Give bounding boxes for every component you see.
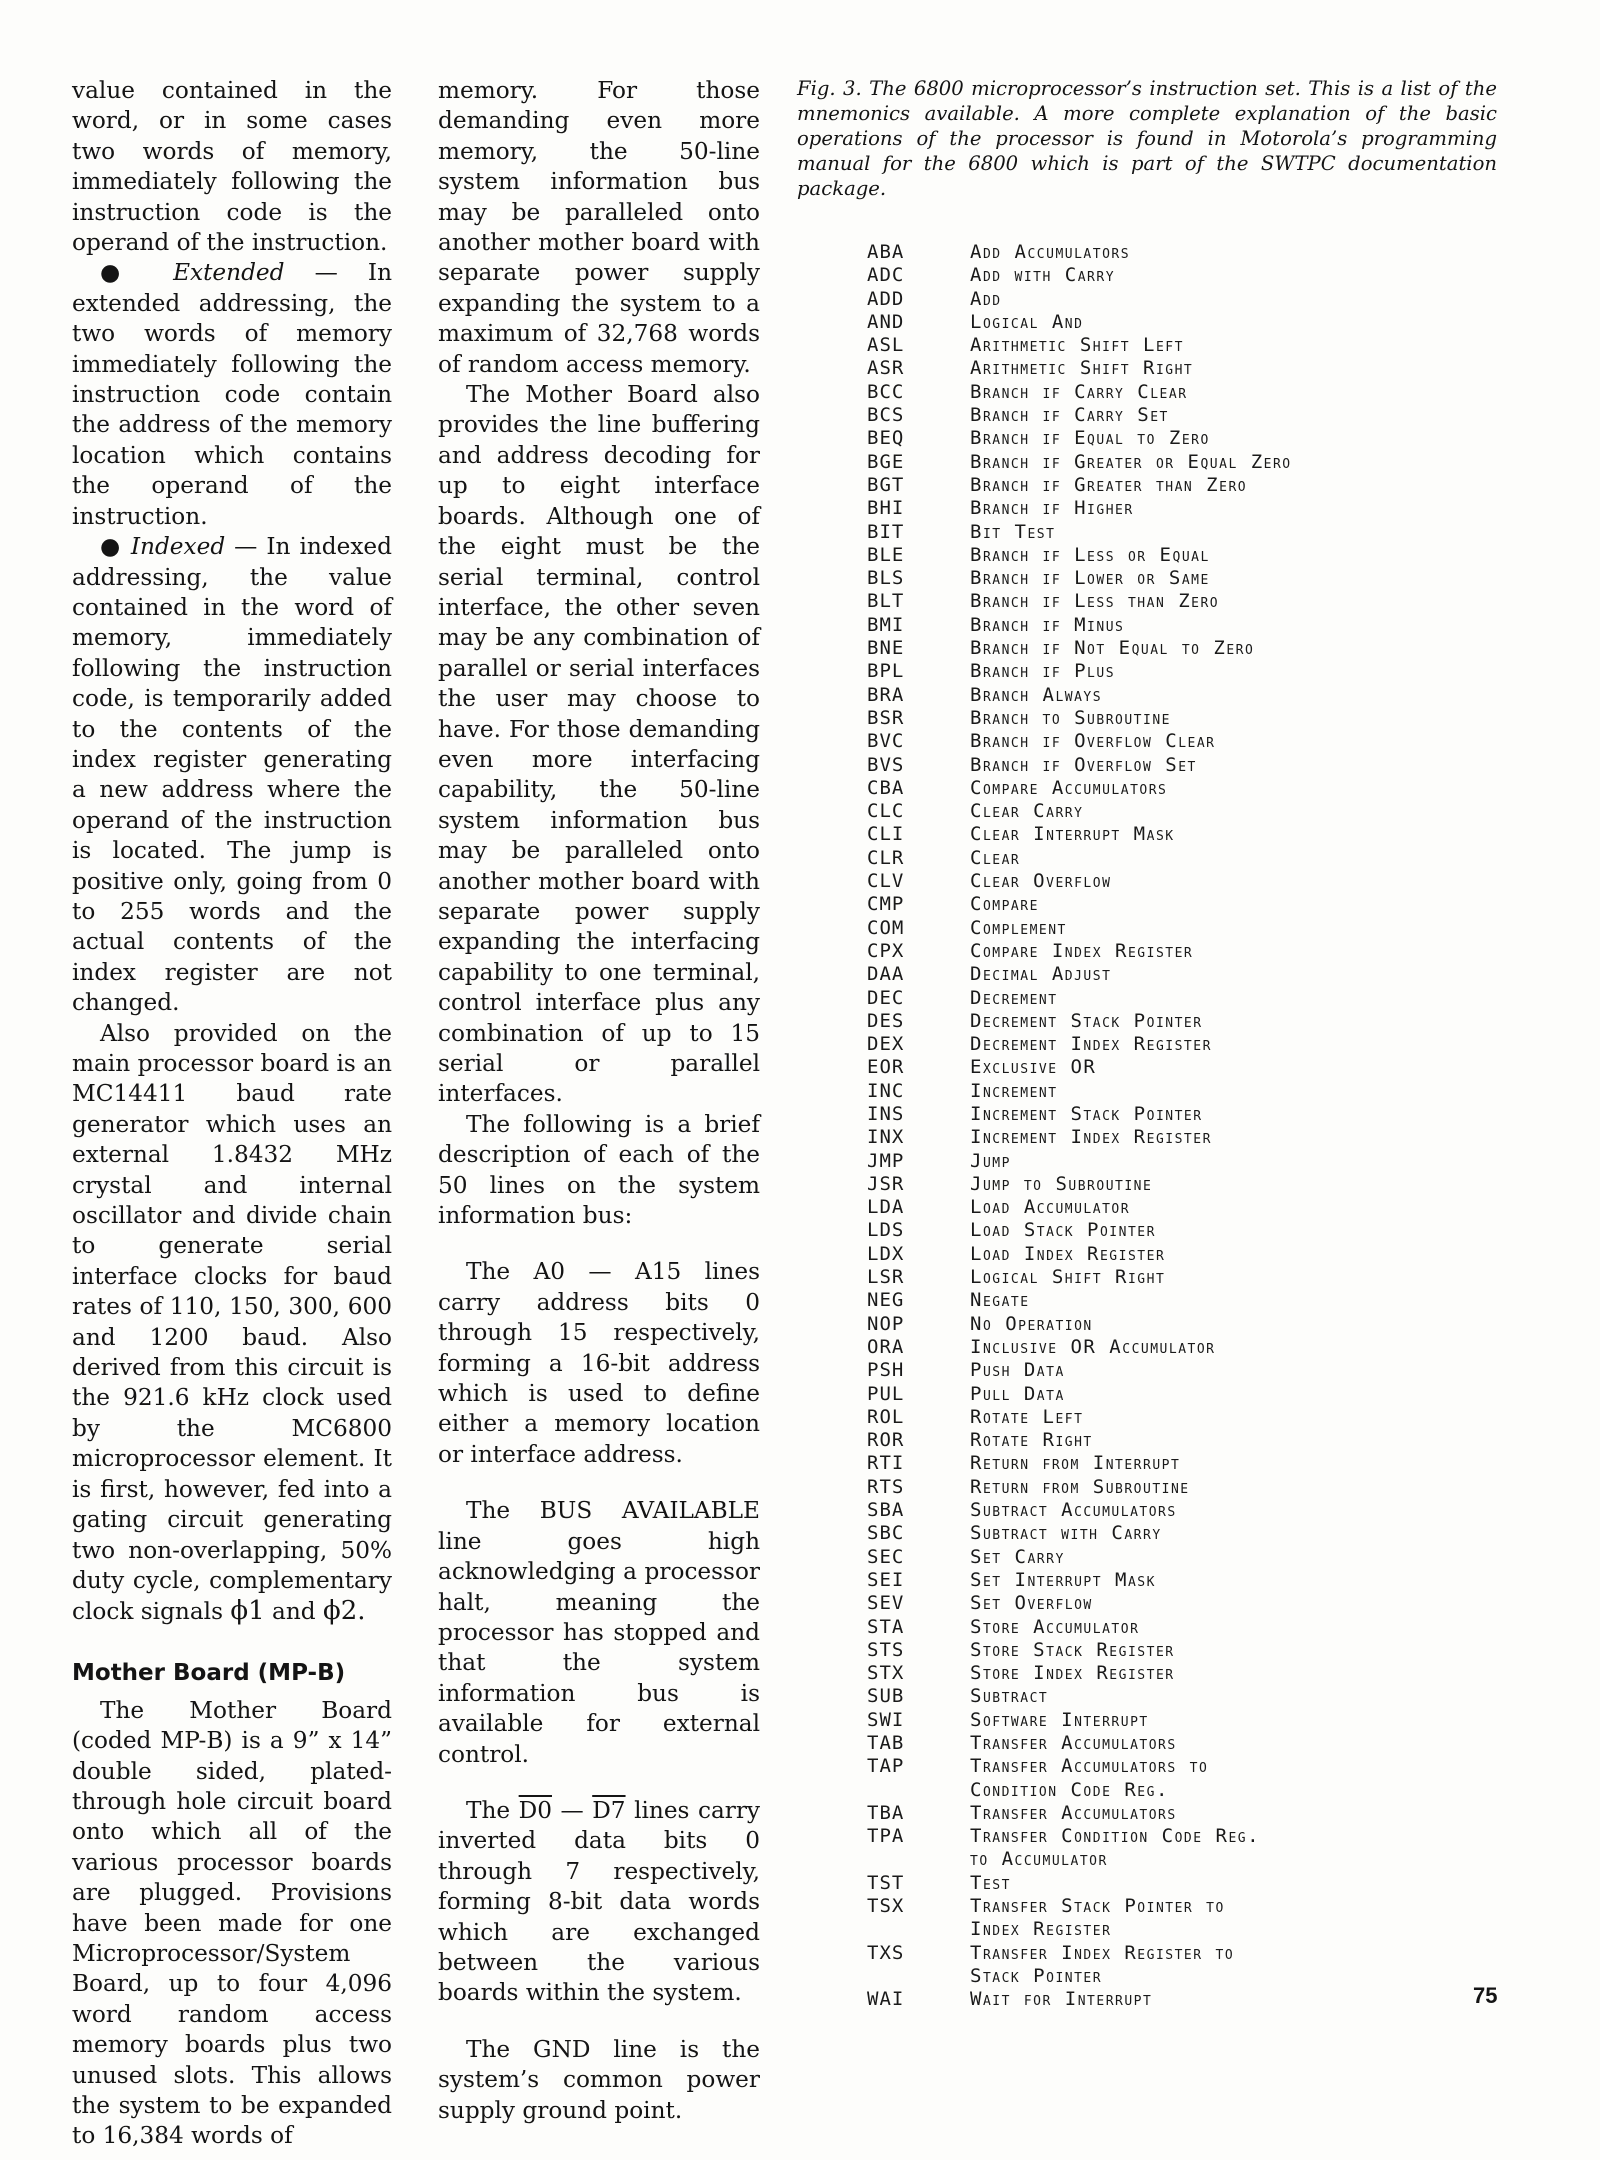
instruction-description: Branch if Less than Zero [970,590,1220,613]
instruction-mnemonic: BLT [867,590,905,613]
instruction-mnemonic: LSR [867,1266,905,1289]
instruction-description: Store Index Register [970,1662,1175,1685]
instruction-row [867,1499,1497,1522]
instruction-description: Test [970,1871,1011,1894]
instruction-mnemonic: ROR [867,1429,905,1452]
instruction-mnemonic: ADC [867,264,905,287]
instruction-description: Arithmetic Shift Left [970,334,1184,357]
instruction-row [867,940,1497,963]
instruction-mnemonic: DEC [867,986,905,1009]
instruction-row [867,1383,1497,1406]
instruction-row [867,1150,1497,1173]
instruction-mnemonic: BRA [867,683,905,706]
instruction-row [867,451,1497,474]
instruction-row [867,1825,1497,1872]
instruction-mnemonic: WAI [867,1988,905,2011]
instruction-description: Branch if Carry Set [970,404,1169,427]
instruction-description: Clear [970,846,1021,869]
instruction-description: Compare Index Register [970,939,1194,962]
instruction-mnemonic: BIT [867,520,905,543]
instruction-row [867,847,1497,870]
instruction-row [867,637,1497,660]
d0-signal: D0 [518,1796,552,1824]
instruction-mnemonic: RTI [867,1452,905,1475]
instruction-mnemonic: SWI [867,1708,905,1731]
section-heading: Mother Board (MP-B) [72,1659,346,1686]
instruction-description: Transfer Index Register to Stack Pointer [970,1941,1235,1987]
instruction-row [867,1429,1497,1452]
instruction-mnemonic: SEI [867,1568,905,1591]
term-extended: Extended [173,259,285,287]
instruction-description: Set Carry [970,1545,1065,1568]
instruction-row [867,1243,1497,1266]
instruction-description: Transfer Stack Pointer to Index Register [970,1895,1225,1941]
instruction-description: No Operation [970,1312,1093,1335]
instruction-description: Load Index Register [970,1242,1166,1265]
instruction-row [867,1313,1497,1336]
instruction-description: Store Stack Register [970,1638,1175,1661]
instruction-row [867,497,1497,520]
extended-text: — In extended addressing, the two words of memory immediately following the instruction code contain the address of the memory location which contains the operand of the instruction. [72,259,393,530]
instruction-mnemonic: CLV [867,870,905,893]
instruction-row [867,614,1497,637]
instruction-description: Logical Shift Right [970,1266,1166,1289]
instruction-mnemonic: JSR [867,1172,905,1195]
instruction-row [867,311,1497,334]
instruction-mnemonic: BLS [867,567,905,590]
paragraph-data-lines [438,1796,760,2009]
instruction-description: Load Stack Pointer [970,1219,1156,1242]
instruction-mnemonic: TXS [867,1941,905,1964]
instruction-row [867,1266,1497,1289]
instruction-description: Branch if Overflow Set [970,753,1197,776]
instruction-row [867,1569,1497,1592]
instruction-row [867,1336,1497,1359]
instruction-row [867,1359,1497,1382]
instruction-description: Set Overflow [970,1592,1093,1615]
term-indexed: Indexed [130,533,226,561]
instruction-mnemonic: CPX [867,939,905,962]
instruction-mnemonic: NEG [867,1289,905,1312]
instruction-mnemonic: RTS [867,1475,905,1498]
instruction-mnemonic: ROL [867,1405,905,1428]
instruction-mnemonic: TST [867,1871,905,1894]
paragraph-baud-generator [72,1019,392,1628]
instruction-description: Branch if Equal to Zero [970,427,1210,450]
instruction-description: Inclusive OR Accumulator [970,1335,1216,1358]
instruction-mnemonic: BVC [867,730,905,753]
instruction-row [867,1685,1497,1708]
instruction-description: Branch if Overflow Clear [970,730,1216,753]
instruction-row [867,660,1497,683]
instruction-row [867,754,1497,777]
instruction-description: Clear Carry [970,800,1084,823]
instruction-description: Pull Data [970,1382,1065,1405]
instruction-mnemonic: BLE [867,543,905,566]
instruction-mnemonic: BCS [867,404,905,427]
instruction-description: Subtract [970,1685,1049,1708]
instruction-description: Branch if Greater or Equal Zero [970,450,1292,473]
instruction-row [867,730,1497,753]
instruction-description: Increment [970,1079,1058,1102]
instruction-row [867,521,1497,544]
instruction-row [867,893,1497,916]
instruction-mnemonic: TAB [867,1732,905,1754]
d7-signal: D7 [592,1796,626,1824]
instruction-mnemonic: BPL [867,660,905,683]
instruction-description: Clear Overflow [970,870,1112,893]
instruction-mnemonic: BCC [867,380,905,403]
instruction-mnemonic: CLR [867,846,905,869]
instruction-mnemonic: ASL [867,334,905,357]
instruction-row [867,264,1497,287]
instruction-row [867,1056,1497,1079]
instruction-row [867,1895,1497,1942]
data-lines-dash: — [560,1796,584,1824]
instruction-row [867,1662,1497,1685]
instruction-row [867,1010,1497,1033]
instruction-mnemonic: ADD [867,287,905,310]
instruction-description: Store Accumulator [970,1615,1140,1638]
instruction-list [867,241,1497,2012]
instruction-row [867,684,1497,707]
instruction-mnemonic: PSH [867,1359,905,1382]
instruction-mnemonic: BEQ [867,427,905,450]
instruction-row [867,963,1497,986]
instruction-row [867,1592,1497,1615]
instruction-description: Jump to Subroutine [970,1172,1153,1195]
instruction-mnemonic: AND [867,310,905,333]
instruction-mnemonic: TSX [867,1895,905,1918]
instruction-description: Return from Interrupt [970,1452,1181,1475]
instruction-row [867,1219,1497,1242]
instruction-description: Increment Stack Pointer [970,1102,1203,1125]
instruction-description: Jump [970,1149,1011,1172]
instruction-row [867,1988,1497,2011]
instruction-description: Decrement Stack Pointer [970,1009,1203,1032]
instruction-row [867,1103,1497,1126]
instruction-mnemonic: LDA [867,1196,905,1219]
instruction-row [867,1872,1497,1895]
instruction-description: Clear Interrupt Mask [970,823,1175,846]
instruction-row [867,567,1497,590]
instruction-description: Software Interrupt [970,1708,1149,1731]
paragraph-immediate-end: value contained in the word, or in some cases two words of memory, immediately following the instruction code is the operand of the instruction. [72,77,392,257]
instruction-row [867,404,1497,427]
instruction-description: Compare Accumulators [970,776,1168,799]
instruction-mnemonic: BVS [867,753,905,776]
instruction-description: Complement [970,916,1067,939]
instruction-mnemonic: EOR [867,1056,905,1079]
instruction-row [867,1452,1497,1475]
instruction-mnemonic: BGE [867,450,905,473]
instruction-description: Arithmetic Shift Right [970,357,1194,380]
instruction-description: Push Data [970,1359,1065,1382]
instruction-mnemonic: NOP [867,1312,905,1335]
instruction-mnemonic: JMP [867,1149,905,1172]
instruction-row [867,1522,1497,1545]
baud-text: Also provided on the main processor board is an MC14411 baud rate generator which uses an external 1.8432 MHz crystal and internal oscillator and divide chain to generate serial interface clocks for baud rates of 110, 150, 300, 600 and 1200 baud. Also derived from this circuit is the 921.6 kHz clock used by the MC6800 microprocessor element. It is first, however, fed into a gating circuit generating two non-overlapping, 50% duty cycle, complementary clock signals [72,1019,392,1626]
paragraph-extended: ● Extended — In extended addressing, the two words of memory immediately following the instruction code contain the address of the memory location which contains the operand of the instruction. [72,259,393,530]
instruction-description: Add [970,287,1002,310]
instruction-description: Branch if Lower or Same [970,567,1210,590]
instruction-mnemonic: STA [867,1615,905,1638]
instruction-description: Transfer Accumulators [970,1801,1177,1824]
instruction-description: Set Interrupt Mask [970,1568,1156,1591]
instruction-mnemonic: TBA [867,1801,905,1824]
instruction-row [867,800,1497,823]
instruction-mnemonic: CLC [867,800,905,823]
instruction-row [867,544,1497,567]
instruction-row [867,1616,1497,1639]
instruction-mnemonic: COM [867,916,905,939]
instruction-mnemonic: CLI [867,823,905,846]
instruction-mnemonic: ASR [867,357,905,380]
instruction-mnemonic: ABA [867,241,905,263]
instruction-mnemonic: INC [867,1079,905,1102]
instruction-description: Branch Always [970,683,1103,706]
instruction-description: Rotate Left [970,1405,1084,1428]
instruction-description: Bit Test [970,520,1056,543]
instruction-mnemonic: DES [867,1009,905,1032]
instruction-row [867,777,1497,800]
instruction-row [867,1033,1497,1056]
instruction-description: Branch if Minus [970,613,1125,636]
and-word: and [272,1598,316,1626]
instruction-row [867,590,1497,613]
instruction-row [867,1709,1497,1732]
instruction-mnemonic: PUL [867,1382,905,1405]
instruction-mnemonic: LDS [867,1219,905,1242]
instruction-row [867,1546,1497,1569]
instruction-mnemonic: DEX [867,1033,905,1056]
data-lines-pre: The [466,1796,511,1824]
instruction-mnemonic: TAP [867,1755,905,1778]
instruction-row [867,1080,1497,1103]
instruction-description: Branch if Carry Clear [970,380,1188,403]
instruction-row [867,1406,1497,1429]
instruction-row [867,707,1497,730]
instruction-mnemonic: ORA [867,1335,905,1358]
instruction-row [867,1639,1497,1662]
paragraph-buffering: The Mother Board also provides the line buffering and address decoding for up to eight interface boards. Although one of the eight must be the serial terminal, control interface, the other seven may be any combination of parallel or serial interfaces the user may choose to have. For those demanding even more interfacing capability, the 50-line system information bus may be paralleled onto another mother board with separate power supply expanding the interfacing capability to one terminal, control interface plus any combination of up to 15 serial or parallel interfaces. [438,381,760,1108]
paragraph-address-lines: The A0 — A15 lines carry address bits 0 through 15 respectively, forming a 16-bit address which is used to define either a memory location or interface address. [438,1258,760,1468]
figure-column [797,76,1497,2012]
instruction-description: Negate [970,1289,1030,1312]
instruction-description: Logical And [970,310,1084,333]
instruction-mnemonic: TPA [867,1825,905,1848]
instruction-description: Load Accumulator [970,1196,1131,1219]
instruction-row [867,474,1497,497]
instruction-description: Transfer Condition Code Reg. to Accumulator [970,1825,1261,1871]
instruction-row [867,1289,1497,1312]
instruction-row [867,381,1497,404]
instruction-row [867,357,1497,380]
text-column-1 [72,76,392,2152]
instruction-row [867,288,1497,311]
instruction-mnemonic: SUB [867,1685,905,1708]
instruction-row [867,241,1497,264]
instruction-mnemonic: STS [867,1638,905,1661]
instruction-row [867,334,1497,357]
paragraph-indexed: ● Indexed — In indexed addressing, the value contained in the word of memory, immediately following the instruction code, is temporarily added to the contents of the index register generating a new address where the operand of the instruction is located. The jump is positive only, going from 0 to 255 words and the actual contents of the index register are not changed. [72,533,392,1017]
instruction-mnemonic: INS [867,1102,905,1125]
instruction-description: Rotate Right [970,1429,1093,1452]
instruction-mnemonic: CMP [867,893,905,916]
instruction-row [867,1126,1497,1149]
instruction-description: Add Accumulators [970,241,1131,263]
instruction-mnemonic: SBA [867,1499,905,1522]
instruction-mnemonic: BMI [867,613,905,636]
instruction-mnemonic: DAA [867,963,905,986]
instruction-mnemonic: STX [867,1662,905,1685]
instruction-mnemonic: SBC [867,1522,905,1545]
instruction-mnemonic: BHI [867,497,905,520]
instruction-mnemonic: INX [867,1126,905,1149]
instruction-mnemonic: BGT [867,473,905,496]
instruction-mnemonic: CBA [867,776,905,799]
instruction-description: Subtract with Carry [970,1522,1162,1545]
instruction-description: Return from Subroutine [970,1475,1190,1498]
instruction-row [867,870,1497,893]
instruction-description: Exclusive OR [970,1056,1097,1079]
instruction-description: Branch if Higher [970,497,1134,520]
paragraph-ground: The GND line is the system’s common power supply ground point. [438,2035,760,2124]
instruction-row [867,1942,1497,1989]
instruction-description: Increment Index Register [970,1126,1212,1149]
instruction-row [867,1196,1497,1219]
instruction-row [867,1173,1497,1196]
paragraph-mother-board: The Mother Board (coded MP-B) is a 9” x 14” double sided, plated-through hole circuit board onto which all of the various processor boards are plugged. Provisions have been made for one Microprocessor/System Board, up to four 4,096 word random access memory boards plus two unused slots. This allows the system to be expanded to 16,384 words of [72,1696,392,2150]
instruction-mnemonic: BNE [867,637,905,660]
instruction-description: Decrement Index Register [970,1033,1212,1056]
instruction-mnemonic: BSR [867,706,905,729]
instruction-description: Branch if Greater than Zero [970,473,1248,496]
instruction-description: Wait for Interrupt [970,1988,1153,2011]
instruction-mnemonic: SEV [867,1592,905,1615]
instruction-description: Branch if Plus [970,660,1116,683]
figure-caption: Fig. 3. The 6800 microprocessor’s instruction set. This is a list of the mnemonics available. A more complete explanation of the basic operations of the processor is found in Motorola’s programming manual for the 6800 which is part of the SWTPC documentation package. [797,77,1497,200]
data-lines-post: lines carry inverted data bits 0 through 7 respectively, forming 8-bit data words which are exchanged between the various boards within the system. [438,1796,761,2007]
paragraph-bus-available: The BUS AVAILABLE line goes high acknowledging a processor halt, meaning the processor has stopped and that the system information bus is available for external control. [438,1497,760,1768]
phi1-symbol: ϕ1 [230,1596,265,1627]
paragraph-bus-intro: The following is a brief description of each of the 50 lines on the system information bus: [438,1110,760,1230]
text-column-2 [438,76,760,2126]
instruction-description: Branch if Less or Equal [970,543,1210,566]
instruction-description: Branch to Subroutine [970,706,1171,729]
instruction-row [867,1732,1497,1755]
instruction-description: Decimal Adjust [970,963,1112,986]
instruction-row [867,823,1497,846]
phi2-symbol: ϕ2. [323,1596,366,1627]
instruction-description: Transfer Accumulators [970,1732,1177,1754]
instruction-description: Decrement [970,986,1058,1009]
instruction-row [867,917,1497,940]
instruction-row [867,1802,1497,1825]
indexed-text: — In indexed addressing, the value contained in the word of memory, immediately following the instruction code, is temporarily added to the contents of the index register generating a new address where the operand of the instruction is located. The jump is positive only, going from 0 to 255 words and the actual contents of the index register are not changed. [72,533,392,1017]
instruction-description: Add with Carry [970,264,1116,287]
instruction-row [867,987,1497,1010]
instruction-row [867,427,1497,450]
instruction-mnemonic: SEC [867,1545,905,1568]
instruction-row [867,1755,1497,1802]
instruction-description: Transfer Accumulators to Condition Code Reg. [970,1755,1209,1801]
instruction-row [867,1476,1497,1499]
page-number: 75 [1473,1983,1498,2008]
instruction-description: Branch if Not Equal to Zero [970,637,1255,660]
paragraph-memory: memory. For those demanding even more memory, the 50-line system information bus may be paralleled onto another mother board with separate power supply expanding the system to a maximum of 32,768 words of random access memory. [438,77,760,378]
instruction-mnemonic: LDX [867,1242,905,1265]
instruction-description: Subtract Accumulators [970,1499,1177,1522]
instruction-description: Compare [970,893,1039,916]
